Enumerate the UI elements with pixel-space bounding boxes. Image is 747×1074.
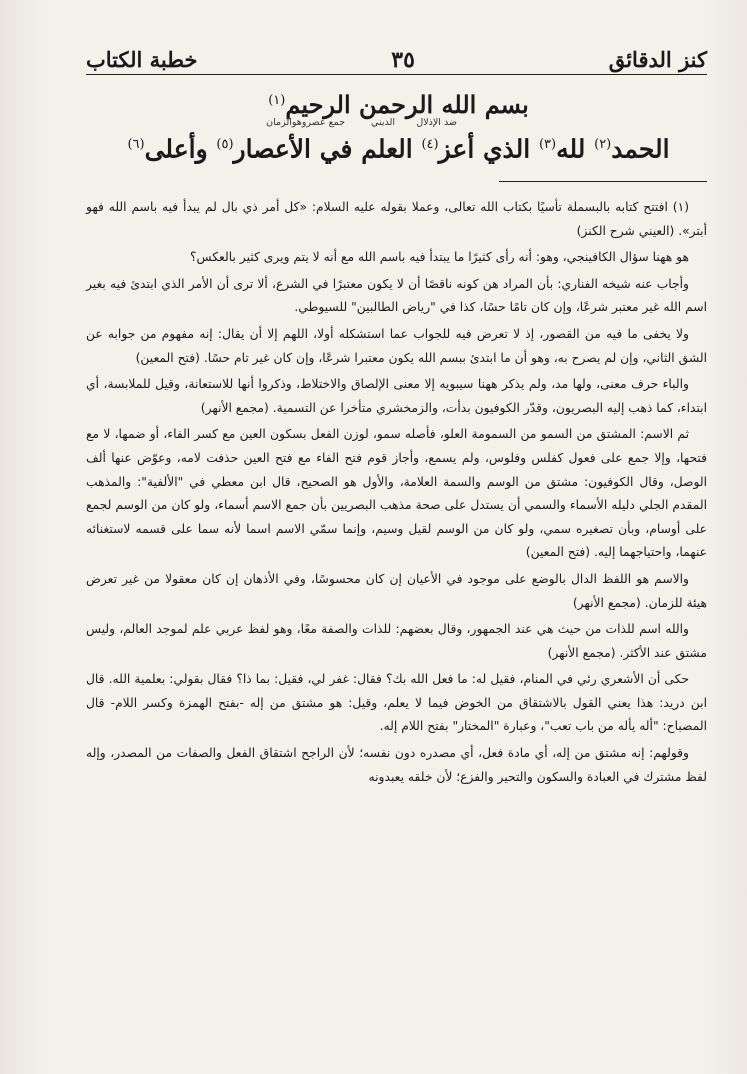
gloss-note: الديني <box>371 117 395 128</box>
commentary-paragraph: والاسم هو اللفظ الدال بالوضع على موجود في الأعيان إن كان محسوسًا، وفي الأذهان إن كان معقولا من غير تعرض هيئة للزمان. (مجمع الأنهر) <box>86 571 707 610</box>
commentary-paragraph: ثم الاسم: المشتق من السمو من السمومة العلو، فأصله سمو، لوزن الفعل بسكون العين مع كسر الفاء، أو ضمها، لا مع فتحها، وإلا جمع على فعول كفلس وفلوس، ولم يسمع، وأجاز قوم فتح الفاء مع فتح العين حذفت لامه، وعوّض عنها ألف الوصل، وقال الكوفيون: مشتق من الوسم والسمة العلامة، والأول هو الصحيح، قال ابن معطي في "الألفية": والمذهب المقدم الجلي دليله الأسماء والسمي أن يستدل على صحة مذهب البصريين بأن جمع الاسم أسماء، ولو كان من الوسم لجمع على أوسام، وبأن تصغيره سمي، ولو كان من الوسم لقيل وسيم، وإنما سمّي الاسم اسما لأنه سما على قسمه لاستغنائه عنهما، واحتياجهما إليه. (فتح المعين) <box>86 427 707 560</box>
footnote-separator <box>499 181 707 182</box>
basmala-text: بسم الله الرحمن الرحيم <box>285 90 529 119</box>
commentary-paragraph: ولا يخفى ما فيه من القصور، إذ لا تعرض فيه للجواب عما استشكله أولا، اللهم إلا أن يقال: إنه مفهوم من جوابه عن الشق الثاني، وإن لم يصرح به، وهو أن ما ابتدئ ببسم الله يكون معتبرا شرعًا، وإن كان غير تام حسًا. (فتح المعين) <box>86 326 707 365</box>
gloss-note: جمع عصروهوالزمان <box>266 117 345 128</box>
main-text-line <box>90 128 707 166</box>
footnote-marker: (١) <box>268 93 286 108</box>
commentary-paragraph: حكى أن الأشعري رئي في المنام، فقيل له: ما فعل الله بك؟ فقال: غفر لي، فقيل: بما ذا؟ فقال بقولي: بعلمية الله. قال ابن دريد: هذا يعني القول بالاشتقاق من الخوض فيما لا يعلم، وقيل: هو مشتق من إله -بفتح الهمزة وكسر اللام- قال المصباح: "أله يأله من باب تعب"، وعبارة "المختار" بفتح اللام إله. <box>86 672 707 734</box>
commentary-paragraph: (١) افتتح كتابه بالبسملة تأسيًا بكتاب الله تعالى، وعملا بقوله عليه السلام: «كل أمر ذي بال لم يبدأ فيه باسم الله فهو أبتر». (العيني شرح الكنز) <box>86 200 707 238</box>
main-text-word: لله <box>556 134 586 164</box>
commentary-paragraph: هو ههنا سؤال الكافينجي، وهو: أنه رأى كثيرًا ما يبتدأ فيه باسم الله مع أنه لا يتم ويرى كثير بالعكس؟ <box>190 250 689 265</box>
footnote-marker: (٣) <box>538 137 557 152</box>
main-text-word: العلم في الأعصار <box>233 134 413 164</box>
footnote-marker: (٢) <box>594 137 612 152</box>
main-text-word: الحمد <box>611 134 670 164</box>
footnote-marker: (٦) <box>127 137 145 152</box>
main-text-word: وأعلى <box>144 134 208 164</box>
header-section-title: خطبة الكتاب <box>86 47 198 72</box>
footnote-marker: (٥) <box>216 137 234 152</box>
running-header <box>86 38 707 75</box>
commentary-paragraph: والباء حرف معنى، ولها مد، ولم يذكر ههنا سيبويه إلا معنى الإلصاق والاختلاط، وذكروا أنها للاستعانة، وقيل للملابسة، أي ابتداء، كما ذهب إليه البصريون، وقدّر الكوفيون بدأت، والزمخشري متأخرا عن التسمية. (مجمع الأنهر) <box>86 377 707 415</box>
commentary-paragraph: والله اسم للذات من حيث هي عند الجمهور، وقال بعضهم: للذات والصفة معًا، وهو لفظ عربي علم لموجد العالم، وليس مشتق عند الأكثر. (مجمع الأنهر) <box>86 622 707 660</box>
commentary-paragraph: وقولهم: إنه مشتق من إله، أي مادة فعل، أي مصدره دون نفسه؛ لأن الراجح اشتقاق الفعل والصفات من المصدر، وإله لفظ مشترك في العبادة والسكون والتحير والفزع؛ لأن خلقه يعبدونه <box>86 746 707 784</box>
commentary-paragraph: وأجاب عنه شيخه الفناري: بأن المراد هن كونه ناقصًا أن لا يكون معتبرًا في الشرع، ألا ترى أن الأمر الذي ابتدئ فيه بغير اسم الله غير معتبر شرعًا، وإن كان تامًا حسًا، كذا في "رياض الطالبين" للسيوطي. <box>86 276 707 315</box>
main-text-word: الذي أعز <box>438 134 531 164</box>
basmala-line <box>90 86 707 120</box>
gloss-note: ضد الإذلال <box>416 117 457 128</box>
header-book-title: كنز الدقائق <box>608 47 707 72</box>
footnote-marker: (٤) <box>421 137 439 152</box>
page-number: ٣٥ <box>391 47 415 73</box>
commentary-body <box>86 196 707 789</box>
